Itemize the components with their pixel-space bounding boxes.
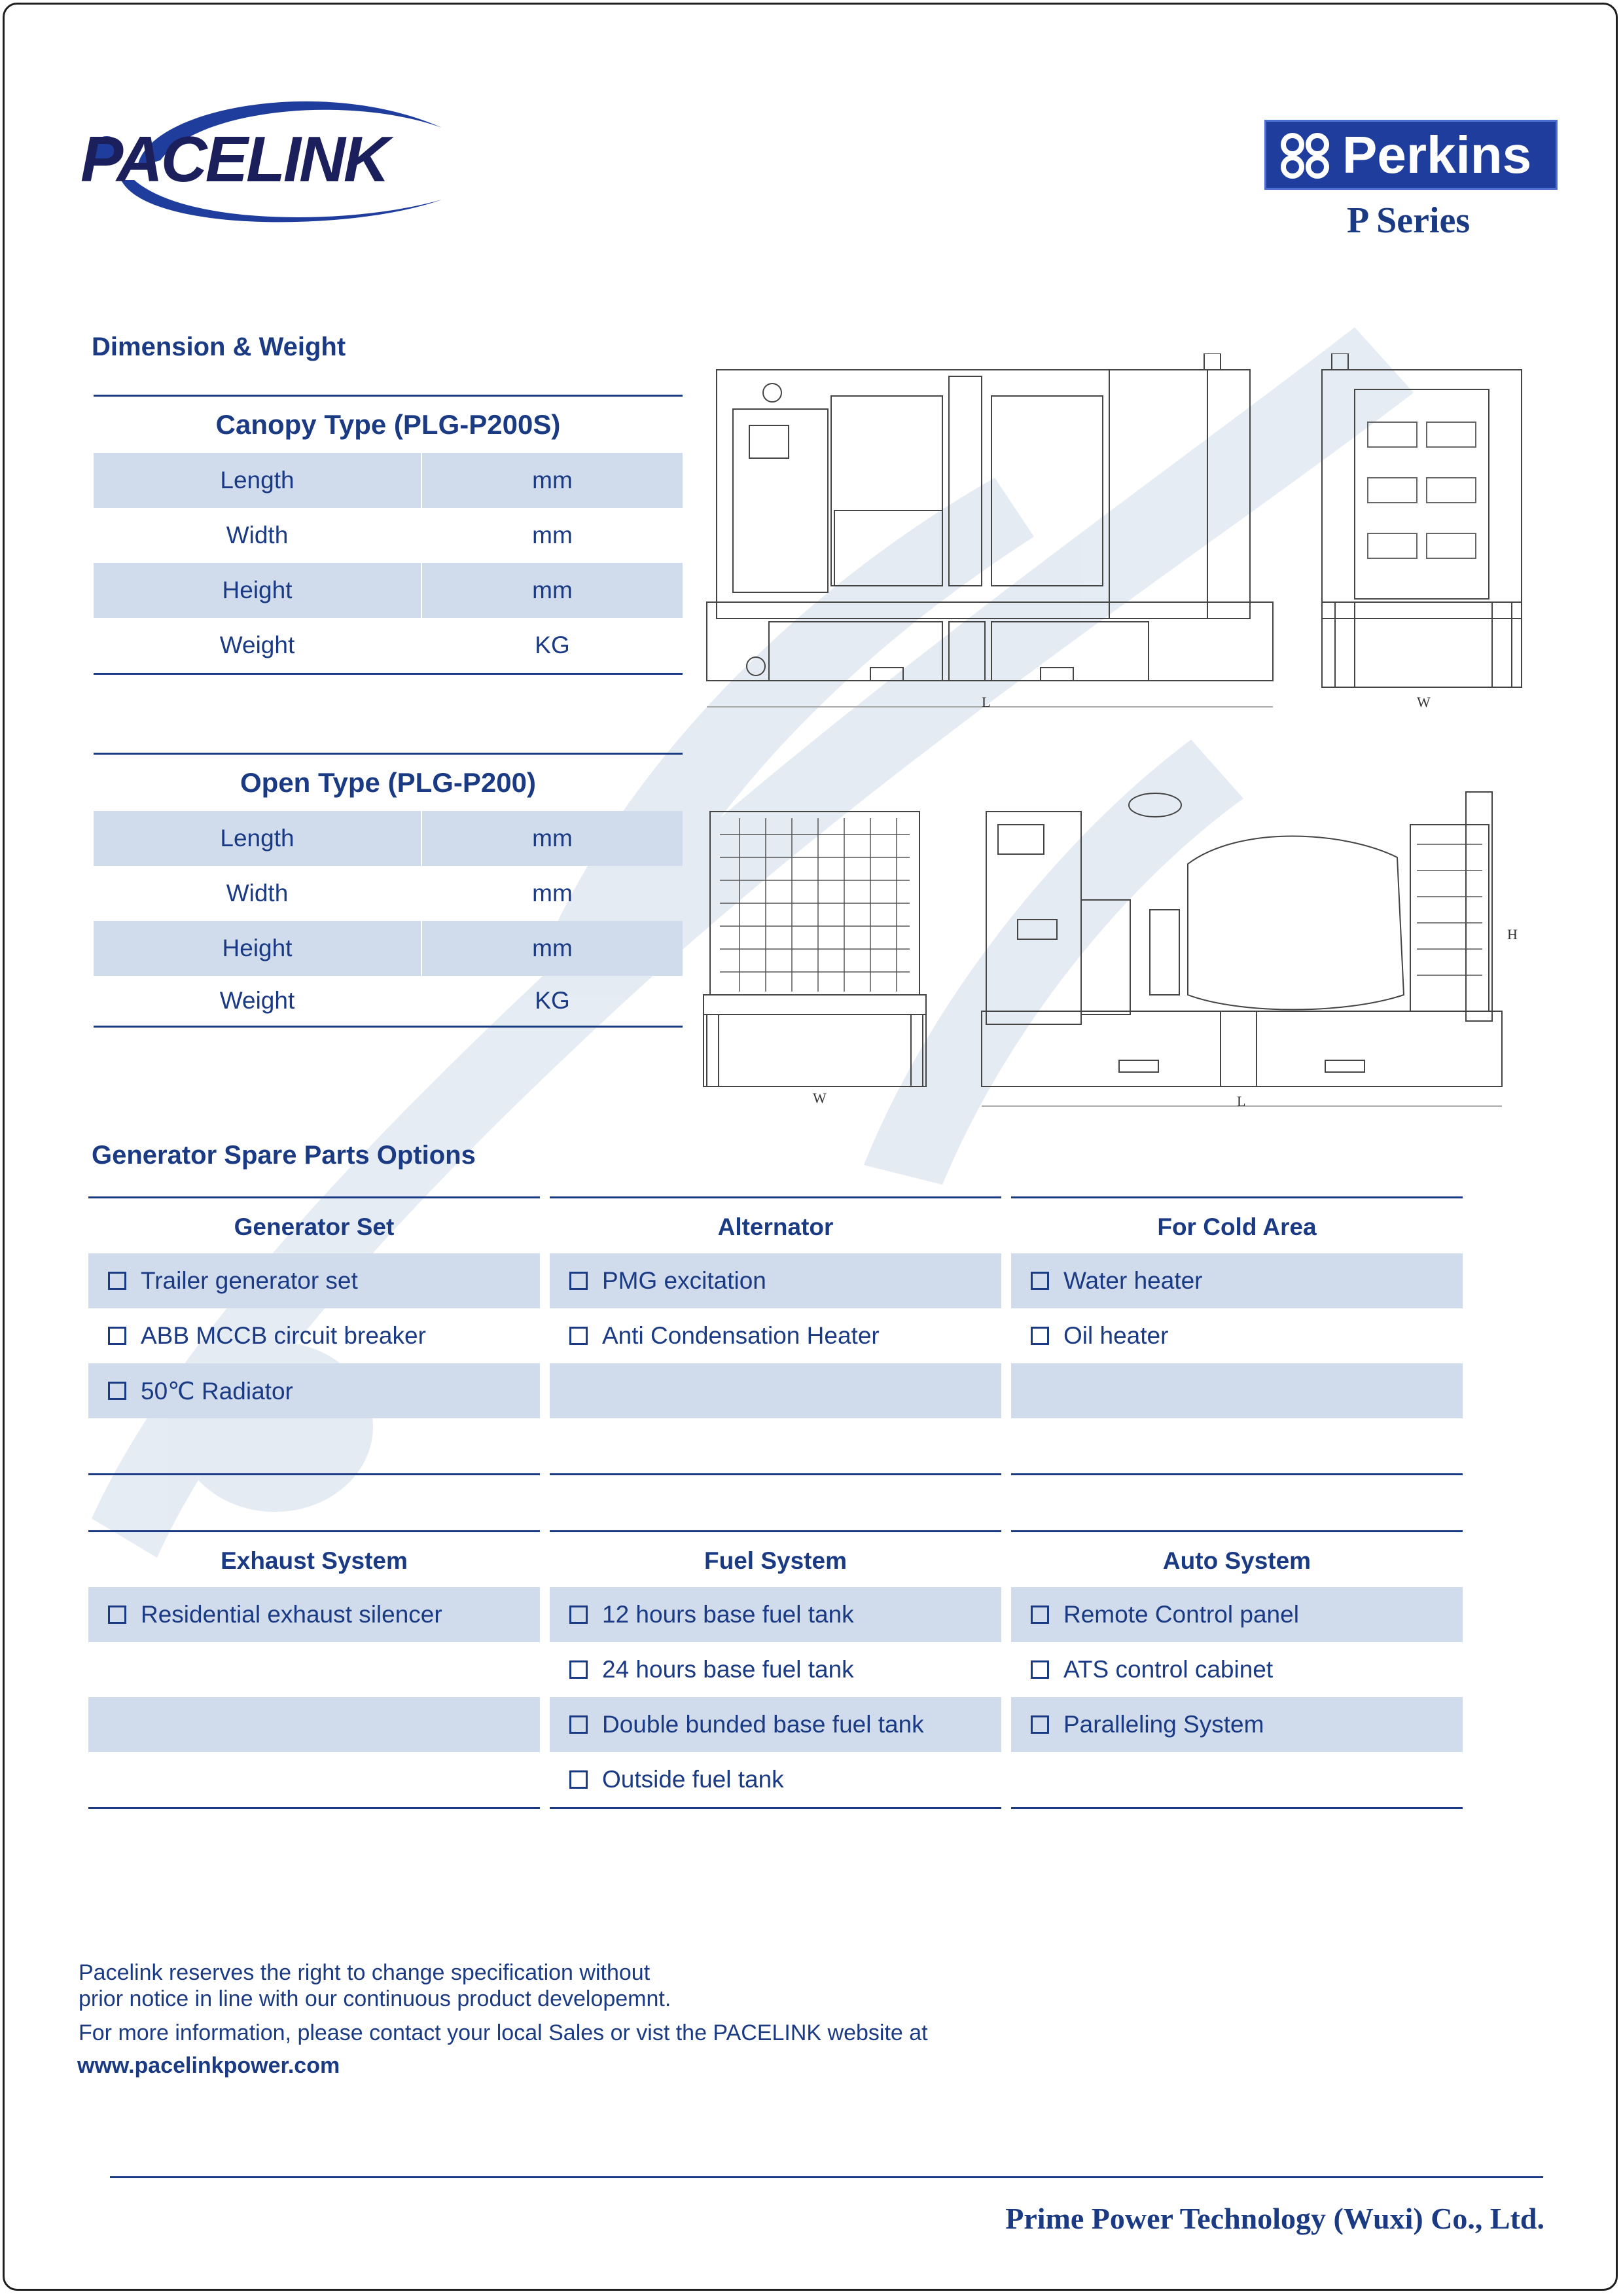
row-unit: mm — [532, 935, 573, 961]
row-unit: mm — [532, 825, 573, 852]
option-item[interactable] — [1011, 1642, 1463, 1697]
row-label: Weight — [94, 976, 422, 1026]
open-row — [94, 811, 683, 866]
open-table-heading: Open Type (PLG-P200) — [94, 753, 683, 811]
option-empty-row — [88, 1418, 540, 1475]
option-item[interactable] — [1011, 1697, 1463, 1752]
row-unit: mm — [532, 880, 573, 906]
open-row — [94, 921, 683, 976]
row-unit: mm — [532, 577, 573, 603]
option-group-exhaust — [88, 1530, 540, 1809]
pacelink-logo-text: PACELINK — [80, 123, 388, 195]
checkbox-icon[interactable] — [569, 1605, 588, 1624]
option-empty-row — [550, 1363, 1001, 1418]
footer-divider — [110, 2176, 1543, 2178]
option-empty-row — [550, 1418, 1001, 1475]
option-label: ATS control cabinet — [1063, 1656, 1274, 1683]
pacelink-logo — [75, 82, 474, 232]
row-label: Weight — [94, 618, 422, 673]
option-item[interactable] — [1011, 1253, 1463, 1308]
option-empty-row — [1011, 1752, 1463, 1809]
drawing-label-l: L — [982, 694, 991, 710]
checkbox-icon[interactable] — [108, 1382, 126, 1400]
option-group-fuel — [550, 1530, 1001, 1809]
option-label: Water heater — [1063, 1267, 1203, 1294]
canopy-side-drawing — [697, 353, 1286, 720]
option-item[interactable] — [88, 1253, 540, 1308]
option-empty-row — [88, 1697, 540, 1752]
checkbox-icon[interactable] — [569, 1272, 588, 1290]
checkbox-icon[interactable] — [108, 1605, 126, 1624]
checkbox-icon[interactable] — [1031, 1327, 1049, 1345]
row-unit: mm — [532, 467, 573, 493]
row-label: Width — [94, 508, 422, 563]
option-label: PMG excitation — [602, 1267, 766, 1294]
checkbox-icon[interactable] — [569, 1770, 588, 1789]
option-item[interactable] — [550, 1308, 1001, 1363]
option-label: Remote Control panel — [1063, 1601, 1299, 1628]
option-item[interactable] — [1011, 1587, 1463, 1642]
option-group-heading: Exhaust System — [88, 1530, 540, 1587]
option-label: Oil heater — [1063, 1322, 1169, 1349]
checkbox-icon[interactable] — [108, 1327, 126, 1345]
open-side-drawing — [978, 785, 1535, 1119]
disclaimer-line-1: Pacelink reserves the right to change specification without — [79, 1960, 651, 1985]
company-name: Prime Power Technology (Wuxi) Co., Ltd. — [1005, 2202, 1544, 2235]
checkbox-icon[interactable] — [1031, 1715, 1049, 1734]
canopy-row — [94, 618, 683, 675]
dimension-section-title: Dimension & Weight — [92, 332, 346, 361]
option-empty-row — [1011, 1363, 1463, 1418]
checkbox-icon[interactable] — [1031, 1660, 1049, 1679]
option-item[interactable] — [550, 1697, 1001, 1752]
option-label: 50℃ Radiator — [141, 1377, 293, 1405]
option-label: Residential exhaust silencer — [141, 1601, 442, 1628]
canopy-row — [94, 563, 683, 618]
option-label: Double bunded base fuel tank — [602, 1711, 924, 1738]
perkins-badge — [1264, 120, 1558, 190]
checkbox-icon[interactable] — [569, 1660, 588, 1679]
open-row — [94, 976, 683, 1028]
checkbox-icon[interactable] — [1031, 1605, 1049, 1624]
option-item[interactable] — [88, 1363, 540, 1418]
website-link[interactable]: www.pacelinkpower.com — [77, 2053, 340, 2078]
canopy-table-heading: Canopy Type (PLG-P200S) — [94, 395, 683, 453]
option-item[interactable] — [550, 1587, 1001, 1642]
row-label: Width — [94, 866, 422, 921]
canopy-row — [94, 453, 683, 508]
option-group-alternator — [550, 1196, 1001, 1475]
row-label: Length — [94, 453, 422, 508]
open-end-drawing — [700, 782, 936, 1109]
option-empty-row — [88, 1642, 540, 1697]
checkbox-icon[interactable] — [1031, 1272, 1049, 1290]
option-item[interactable] — [88, 1587, 540, 1642]
contact-line: For more information, please contact your local Sales or vist the PACELINK website at — [79, 2020, 928, 2045]
drawing-label-h: H — [1507, 926, 1518, 942]
option-label: 24 hours base fuel tank — [602, 1656, 854, 1683]
perkins-brand-text: Perkins — [1342, 125, 1532, 184]
row-unit: KG — [535, 632, 570, 658]
option-item[interactable] — [550, 1642, 1001, 1697]
option-item[interactable] — [1011, 1308, 1463, 1363]
checkbox-icon[interactable] — [108, 1272, 126, 1290]
option-group-heading: Auto System — [1011, 1530, 1463, 1587]
series-label: P Series — [1347, 200, 1471, 241]
disclaimer-line-2: prior notice in line with our continuous product developemnt. — [79, 1986, 671, 2011]
option-label: Trailer generator set — [141, 1267, 358, 1294]
drawing-label-w: W — [813, 1090, 827, 1106]
perkins-emblem-icon — [1277, 129, 1336, 181]
option-item[interactable] — [550, 1752, 1001, 1809]
open-row — [94, 866, 683, 921]
option-label: Outside fuel tank — [602, 1766, 784, 1793]
row-unit: KG — [535, 987, 570, 1014]
row-unit: mm — [532, 522, 573, 548]
option-label: ABB MCCB circuit breaker — [141, 1322, 426, 1349]
canopy-row — [94, 508, 683, 563]
option-group-heading: Fuel System — [550, 1530, 1001, 1587]
option-item[interactable] — [550, 1253, 1001, 1308]
options-section-title: Generator Spare Parts Options — [92, 1141, 476, 1170]
drawing-label-l: L — [1237, 1093, 1246, 1109]
option-label: 12 hours base fuel tank — [602, 1601, 854, 1628]
option-label: Paralleling System — [1063, 1711, 1264, 1738]
canopy-table — [94, 395, 683, 675]
option-item[interactable] — [88, 1308, 540, 1363]
option-label: Anti Condensation Heater — [602, 1322, 880, 1349]
option-group-auto — [1011, 1530, 1463, 1809]
option-empty-row — [1011, 1418, 1463, 1475]
row-label: Height — [94, 921, 422, 976]
option-group-heading: Alternator — [550, 1196, 1001, 1253]
option-group-generator-set — [88, 1196, 540, 1475]
open-table — [94, 753, 683, 1028]
option-group-cold-area — [1011, 1196, 1463, 1475]
option-group-heading: Generator Set — [88, 1196, 540, 1253]
row-label: Height — [94, 563, 422, 618]
checkbox-icon[interactable] — [569, 1327, 588, 1345]
row-label: Length — [94, 811, 422, 866]
option-group-heading: For Cold Area — [1011, 1196, 1463, 1253]
checkbox-icon[interactable] — [569, 1715, 588, 1734]
option-empty-row — [88, 1752, 540, 1809]
drawing-label-w: W — [1417, 694, 1431, 710]
canopy-end-drawing — [1319, 353, 1528, 720]
